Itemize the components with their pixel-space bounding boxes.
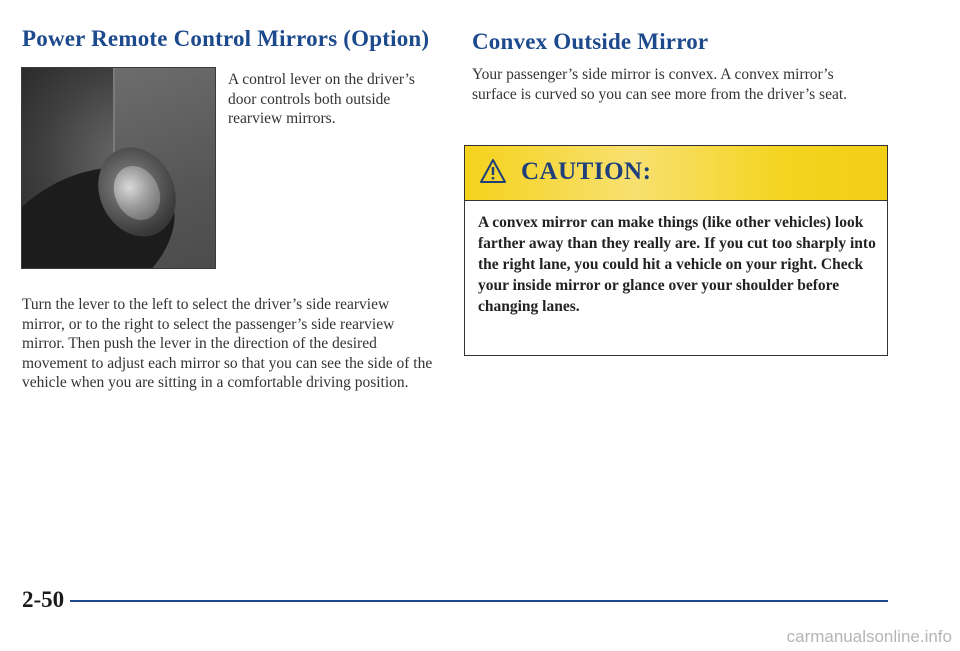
mirror-control-intro: A control lever on the driver’s door controls both outside rearview mirrors. xyxy=(228,71,415,127)
site-watermark: carmanualsonline.info xyxy=(786,627,952,646)
mirror-control-instructions: Turn the lever to the left to select the driver’s side rearview mirror, or to the right to select the passenger’s side rearview mirror. Then push the lever in the direction of the desired movement to adjust each mirror so that you can see the side of the vehicle when you are sitting in a comfortable driving position. xyxy=(22,296,433,391)
section-title-power-mirrors: Power Remote Control Mirrors (Option) xyxy=(22,26,430,51)
warning-triangle-icon xyxy=(479,158,507,184)
caution-header xyxy=(465,146,887,201)
caution-text: A convex mirror can make things (like other vehicles) look farther away than they really are. If you cut too sharply into the right lane, you could hit a vehicle on your right. Check your inside mirror or glance over your shoulder before changing lanes. xyxy=(478,214,876,315)
convex-mirror-description: Your passenger’s side mirror is convex. A convex mirror’s surface is curved so you can see more from the driver’s seat. xyxy=(472,66,848,103)
section-title-convex-mirror: Convex Outside Mirror xyxy=(472,29,709,54)
footer-rule xyxy=(70,600,888,602)
caution-box xyxy=(464,145,888,356)
page-number: 2-50 xyxy=(22,587,65,612)
mirror-control-photo xyxy=(21,67,216,269)
caution-label: CAUTION: xyxy=(521,158,652,185)
